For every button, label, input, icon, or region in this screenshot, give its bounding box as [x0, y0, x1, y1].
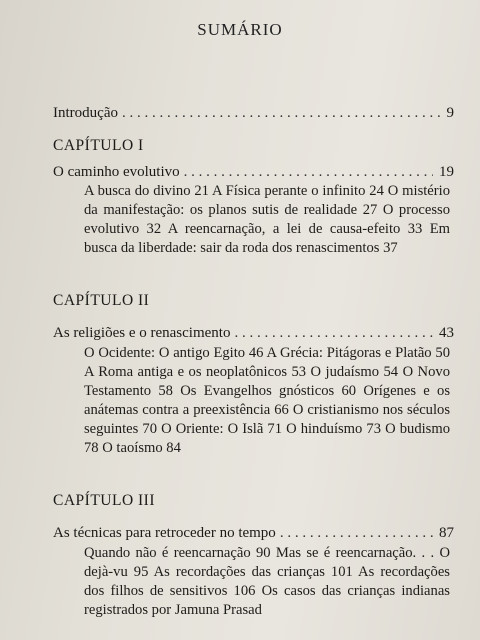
toc-entry-page: 9 — [446, 105, 454, 121]
chapter-heading: CAPÍTULO I — [53, 137, 144, 154]
toc-entry-introduction — [53, 104, 454, 122]
toc-entry-chapter-2 — [53, 324, 454, 342]
toc-entry-label: As religiões e o renascimento — [53, 325, 231, 341]
toc-entry-label: Introdução — [53, 105, 118, 121]
toc-entry-page: 87 — [439, 525, 454, 541]
dot-leader — [280, 524, 433, 542]
chapter-heading: CAPÍTULO II — [53, 292, 150, 309]
dot-leader — [184, 163, 433, 181]
page-title: SUMÁRIO — [197, 20, 283, 39]
toc-entry-chapter-3 — [53, 524, 454, 542]
chapter-heading: CAPÍTULO III — [53, 492, 155, 509]
dot-leader — [122, 104, 441, 122]
toc-entry-label: As técnicas para retroceder no tempo — [53, 525, 276, 541]
chapter-2-sections: O Ocidente: O antigo Egito 46 A Grécia: Pitágoras e Platão 50 A Roma antiga e os neoplatônicos 53 O judaísmo 54 O Novo Testamento 58 Os Evangelhos gnósticos 60 Orígenes e os anátemas contra a preexistência 66 O cristianismo nos séculos seguintes 70 O Oriente: O Islã 71 O hinduísmo 73 O budismo 78 O taoísmo 84 — [84, 345, 450, 456]
toc-entry-page: 19 — [439, 164, 454, 180]
chapter-1-sections: A busca do divino 21 A Física perante o infinito 24 O mistério da manifestação: os planos sutis de realidade 27 O processo evolutivo 32 A reencarnação, a lei de causa-efeito 33 Em busca da liberdade: sair da roda dos renascimentos 37 — [84, 183, 450, 256]
toc-entry-chapter-1 — [53, 163, 454, 181]
dot-leader — [234, 324, 433, 342]
toc-entry-label: O caminho evolutivo — [53, 164, 180, 180]
chapter-3-sections: Quando não é reencarnação 90 Mas se é reencarnação. . . O dejà-vu 95 As recordações das crianças 101 As recordações dos filhos de sensitivos 106 Os casos das crianças indianas registrados por Jamuna Prasad — [84, 545, 450, 618]
toc-entry-page: 43 — [439, 325, 454, 341]
